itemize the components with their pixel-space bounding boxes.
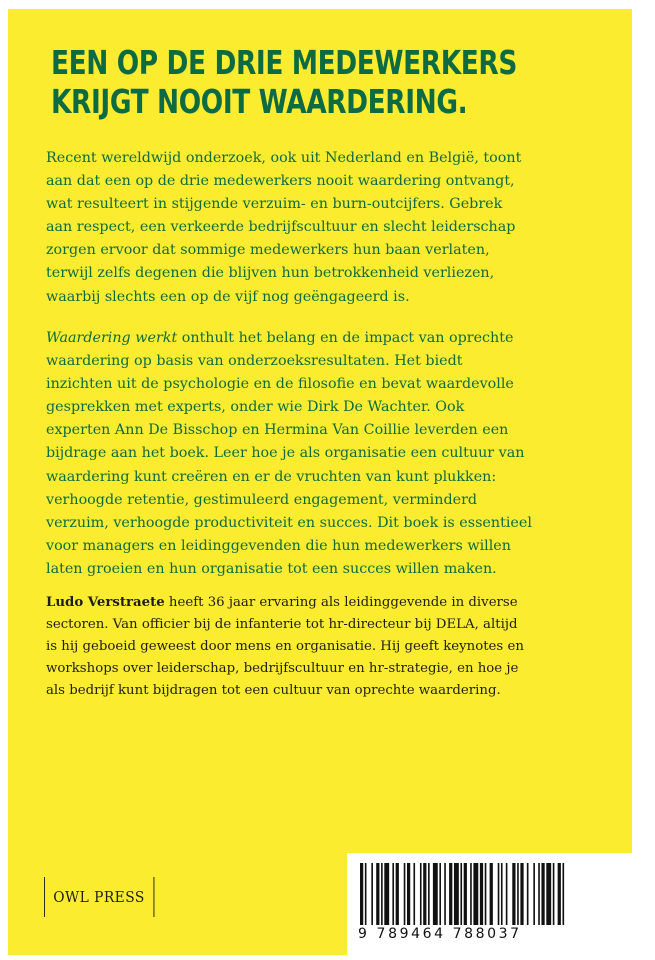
barcode-bar: [520, 863, 523, 925]
barcode-bar: [439, 863, 441, 925]
barcode-bar: [384, 863, 389, 925]
barcode-bar: [546, 863, 551, 925]
barcode-bar: [501, 863, 503, 925]
author-first-line: [46, 592, 606, 614]
barcode-bar: [563, 863, 565, 925]
barcode-image: [358, 863, 624, 925]
intro-line: aan dat een op de drie medewerkers nooit waardering ontvangt,: [46, 173, 515, 190]
barcode-bar: [454, 863, 459, 925]
barcode-bar: [423, 863, 426, 925]
summary-first-line: [46, 327, 606, 350]
summary-line: inzichten uit de psychologie en de filosofie en bevat waardevolle: [46, 376, 514, 393]
summary-first-line-rest: onthult het belang en de impact van oprechte: [177, 330, 514, 346]
barcode-bar: [512, 863, 515, 925]
barcode-bar: [460, 863, 462, 925]
headline-line-2: KRIJGT NOOIT WAARDERING.: [51, 82, 468, 121]
barcode-bar: [365, 863, 367, 925]
publisher-logo: OWL PRESS: [44, 877, 154, 917]
barcode-bar: [470, 863, 472, 925]
summary-line: waardering kunt creëren en er de vruchten van kunt plukken:: [46, 468, 497, 485]
barcode-bar: [396, 863, 399, 925]
summary-line: verhoogde retentie, gestimuleerd engagement, verminderd: [46, 491, 478, 508]
barcode-bar: [517, 863, 519, 925]
barcode-bar: [553, 863, 555, 925]
headline-line-1: EEN OP DE DRIE MEDEWERKERS: [51, 43, 517, 82]
intro-line: aan respect, een verkeerde bedrijfscultuur en slecht leiderschap: [46, 219, 516, 236]
book-title-italic: Waardering werkt: [46, 330, 178, 346]
intro-line: terwijl zelfs degenen die blijven hun betrokkenheid verliezen,: [46, 265, 495, 282]
barcode-bar: [360, 863, 363, 925]
summary-line: waardering op basis van onderzoeksresultaten. Het biedt: [46, 353, 463, 370]
barcode-bar: [538, 863, 540, 925]
summary-line: bijdrage aan het boek. Leer hoe je als organisatie een cultuur van: [46, 445, 525, 462]
barcode-bar: [485, 863, 487, 925]
summary-paragraph: [46, 327, 606, 581]
author-name: Ludo Verstraete: [46, 595, 165, 610]
intro-line: zorgen ervoor dat sommige medewerkers hun baan verlaten,: [46, 242, 490, 259]
intro-line: waarbij slechts een op de vijf nog geëngageerd is.: [46, 288, 410, 305]
barcode-bar: [404, 863, 406, 925]
barcode-bar: [498, 863, 500, 925]
summary-line: laten groeien en hun organisatie tot een succes willen maken.: [46, 560, 497, 577]
barcode-bar: [527, 863, 529, 925]
barcode-bar: [506, 863, 508, 925]
author-bio: [46, 592, 606, 702]
isbn-number: 9 789464 788037: [358, 926, 522, 942]
back-cover: [8, 9, 632, 955]
barcode-bar: [473, 863, 478, 925]
barcode-bar: [541, 863, 544, 925]
intro-line: wat resulteert in stijgende verzuim- en burn-outcijfers. Gebrek: [46, 196, 503, 213]
barcode-panel: [347, 853, 632, 955]
summary-line: gesprekken met experts, onder wie Dirk De Wachter. Ook: [46, 399, 465, 416]
barcode-bar: [420, 863, 422, 925]
barcode-bar: [490, 863, 493, 925]
summary-line: voor managers en leidinggevenden die hun medewerkers willen: [46, 537, 511, 554]
barcode-bar: [449, 863, 452, 925]
summary-line: experten Ann De Bisschop en Hermina Van Coillie leverden een: [46, 422, 509, 439]
barcode-bar: [392, 863, 394, 925]
author-line: sectoren. Van officier bij de infanterie tot hr-directeur bij DELA, altijd: [46, 617, 518, 632]
barcode-bar: [558, 863, 561, 925]
headline: [51, 43, 517, 121]
barcode-bar: [433, 863, 438, 925]
barcode-bar: [376, 863, 379, 925]
barcode-bar: [533, 863, 535, 925]
barcode-bar: [407, 863, 410, 925]
intro-paragraph: [46, 147, 606, 309]
author-line: als bedrijf kunt bijdragen tot een cultuur van oprechte waardering.: [46, 683, 501, 698]
author-line: workshops over leiderschap, bedrijfscultuur en hr-strategie, en hoe je: [46, 661, 519, 676]
barcode-bar: [428, 863, 430, 925]
barcode-bar: [464, 863, 467, 925]
author-line: is hij geboeid geweest door mens en organisatie. Hij geeft keynotes en: [46, 639, 524, 654]
intro-line: Recent wereldwijd onderzoek, ook uit Nederland en België, toont: [46, 150, 522, 166]
barcode-bar: [480, 863, 483, 925]
barcode-bar: [413, 863, 415, 925]
barcode-bar: [371, 863, 373, 925]
barcode-bar: [381, 863, 383, 925]
author-first-line-rest: heeft 36 jaar ervaring als leidinggevende in diverse: [164, 595, 518, 610]
summary-line: verzuim, verhoogde productiviteit en succes. Dit boek is essentieel: [46, 514, 532, 531]
barcode-bar: [444, 863, 446, 925]
